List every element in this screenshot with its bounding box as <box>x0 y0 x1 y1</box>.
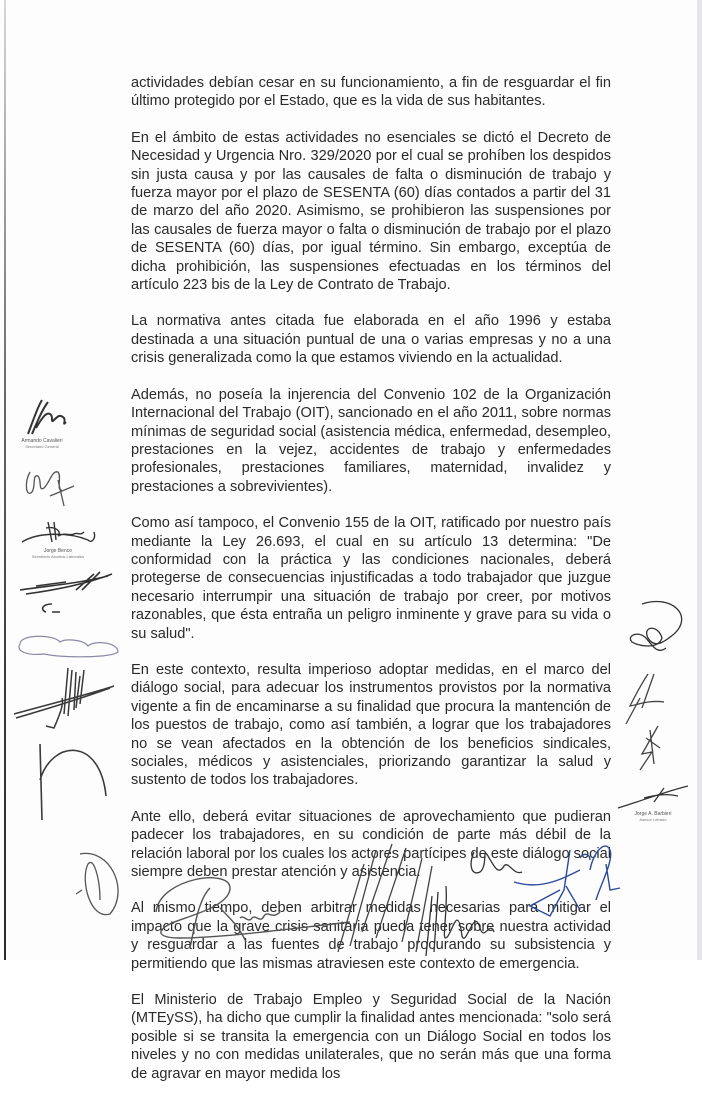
signature-right-1 <box>618 598 688 673</box>
page-edge-left <box>4 0 6 960</box>
paragraph-2: En el ámbito de estas actividades no esenciales se dictó el Decreto de Necesidad y Urgencia Nro. 329/2020 por el cual se prohíben los despidos sin justa causa y por las causales de falta o disminución de trabajo y fuerza mayor por el plazo de SESENTA (60) días contados a partir del 31 de marzo del año 2020. Asimismo, se prohibieron las suspensiones por las causales de fuerza mayor o falta o disminución de trabajo por el plazo de SESENTA (60) días, por igual término. Sin embargo, exceptúa de dicha prohibición, las suspensiones efectuadas en los términos del artículo 223 bis de la Ley de Contrato de Trabajo. <box>131 129 611 294</box>
signature-icon <box>20 398 80 438</box>
signature-icon <box>16 568 116 618</box>
signer-name: Jorge Bence <box>43 548 73 554</box>
paragraph-4: Además, no poseía la injerencia del Convenio 102 de la Organización Internacional del Trabajo (OIT), sancionado en el año 2011, sobre normas mínimas de seguridad social (asistencia médica, enfermedad, desempleo, prestaciones en la vejez, accidentes de trabajo y enfermedades profesionales, prestaciones familiares, maternidad, invalidez y prestaciones a sobrevivientes). <box>131 386 611 495</box>
signature-icon <box>70 850 140 930</box>
signature-cavalieri <box>20 398 80 443</box>
signature-icon <box>510 830 640 940</box>
signature-icon <box>618 598 688 668</box>
signature-bottom-2 <box>140 858 340 963</box>
signature-bottom-5-blue <box>510 830 640 945</box>
signature-icon <box>14 634 124 664</box>
signature-icon <box>632 724 672 774</box>
signer-name: Jorge A. Barbieri <box>634 811 672 817</box>
signature-caption-bence <box>20 548 96 560</box>
signature-icon <box>30 740 120 830</box>
signature-bottom-1 <box>70 850 140 935</box>
signature-icon <box>22 462 82 512</box>
signature-caption-barbieri <box>618 811 688 823</box>
signature-left-7 <box>30 740 120 835</box>
page-edge-right <box>697 0 702 960</box>
signature-icon <box>18 518 98 550</box>
signature-left-6-hatched <box>10 664 120 739</box>
signature-icon <box>10 664 120 734</box>
paragraph-6: En este contexto, resulta imperioso adoptar medidas, en el marco del diálogo social, para adecuar los instrumentos provistos por la normativa vigente a fin de encaminarse a su finalidad que procura la mantención de los puestos de trabajo, como así también, a lograr que los trabajadores no se vean afectados en la obtención de los beneficios sindicales, sociales, médicos y asistenciales, priorizando garantizar la salud y sustento de todos los trabajadores. <box>131 661 611 789</box>
signer-role: Asesor Letrado <box>639 817 667 822</box>
paragraph-9: El Ministerio de Trabajo Empleo y Seguridad Social de la Nación (MTEySS), ha dicho que cumplir la finalidad antes mencionada: "solo será posible si se transita la emergencia con un Diálogo Social en todos los niveles y no con medidas unilaterales, que no serán más que una forma de agravar en mayor medida los <box>131 992 611 1082</box>
paragraph-8: Al mismo tiempo, deben arbitrar medidas necesarias para mitigar el impacto que la grave crisis sanitaria pueda tener sobre nuestra actividad y resguardar a las fuentes de trabajo procurando su subsistencia y permitiendo que las mismas atraviesen este contexto de emergencia. <box>131 900 611 972</box>
signature-left-2 <box>22 462 82 517</box>
signer-role: Secretario Asuntos Laborales <box>31 554 85 559</box>
signature-icon <box>620 668 680 728</box>
paragraph-7: Ante ello, deberá evitar situaciones de aprovechamiento que pudieran padecer los trabajadores, en su condición de parte más débil de la relación laboral por los cuales los actores partícipes de este diálogo social siempre deben prestar atención y asistencia. <box>131 808 611 881</box>
signature-icon <box>140 858 340 958</box>
signer-role: Secretario General <box>25 444 59 449</box>
paragraph-1: actividades debían cesar en su funcionamiento, a fin de resguardar el fin último protegido por el Estado, que es la vida de sus habitantes. <box>131 75 611 110</box>
signature-icon <box>614 782 694 812</box>
signer-name: Armando Cavalieri <box>21 438 63 444</box>
signature-left-4 <box>16 568 116 623</box>
paragraph-5: Como así tampoco, el Convenio 155 de la OIT, ratificado por nuestro país mediante la Ley 26.693, el cual en su artículo 13 determina: "De conformidad con la práctica y las condiciones nacionales, deberá protegerse de consecuencias injustificadas a todo trabajador que juzgue necesario interrumpir una situación de trabajo por creer, por motivos razonables, que ésta entraña un peligro inminente y grave para su vida o su salud". <box>131 515 611 642</box>
signature-caption-cavalieri <box>14 438 70 450</box>
signature-right-3 <box>632 724 672 779</box>
paragraph-3: La normativa antes citada fue elaborada en el año 1996 y estaba destinada a una situación puntual de una o varias empresas y no a una crisis generalizada como la que estamos viviendo en la actualidad. <box>131 313 611 367</box>
